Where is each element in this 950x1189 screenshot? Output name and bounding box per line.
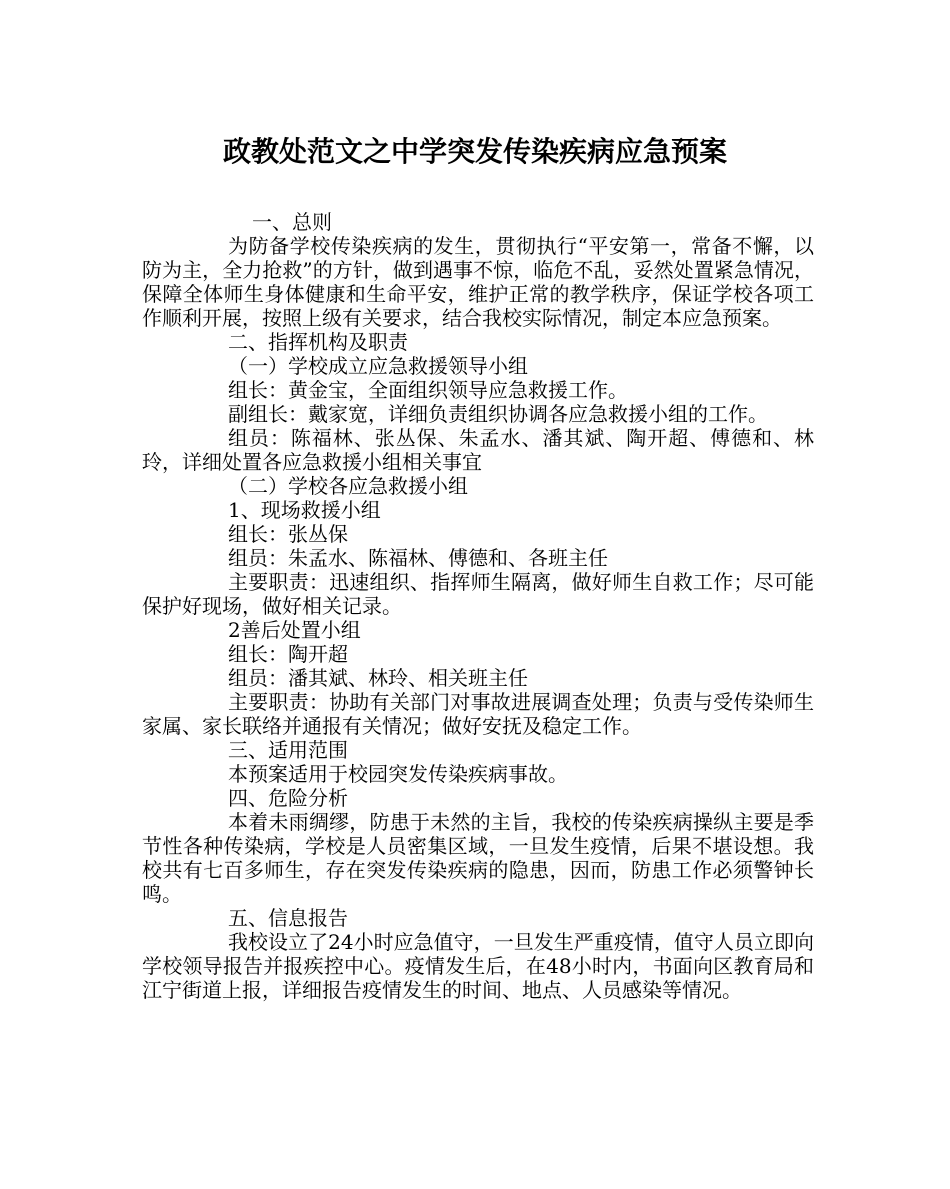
paragraph: 五、信息报告: [228, 906, 348, 930]
document-body: [142, 210, 814, 1002]
document-title: 政教处范文之中学突发传染疾病应急预案: [222, 135, 727, 168]
paragraph: 我校设立了24小时应急值守，一旦发生严重疫情，值守人员立即向学校领导报告并报疾控中心。疫情发生后，在48小时内，书面向区教育局和江宁街道上报，详细报告疫情发生的时间、地点、人员感染等情况。: [142, 930, 814, 1002]
paragraph: 1、现场救援小组: [228, 498, 381, 522]
section-heading: 一、总则: [252, 210, 332, 234]
paragraph: 组员：潘其斌、林玲、相关班主任: [228, 666, 528, 690]
paragraph: 组长：张丛保: [228, 522, 348, 546]
paragraph: 组长：陶开超: [228, 642, 348, 666]
paragraph: 二、指挥机构及职责: [228, 330, 408, 354]
paragraph: 本着未雨绸缪，防患于未然的主旨，我校的传染疾病操纵主要是季节性各种传染病，学校是人员密集区域，一旦发生疫情，后果不堪设想。我校共有七百多师生，存在突发传染疾病的隐患，因而，防患工作必须警钟长鸣。: [142, 810, 814, 906]
paragraph: 三、适用范围: [228, 738, 348, 762]
paragraph: 主要职责：迅速组织、指挥师生隔离，做好师生自救工作；尽可能保护好现场，做好相关记录。: [142, 570, 814, 618]
paragraph: 本预案适用于校园突发传染疾病事故。: [228, 762, 568, 786]
paragraph: （二）学校各应急救援小组: [228, 474, 468, 498]
paragraph: 2善后处置小组: [228, 618, 361, 642]
paragraph: 副组长：戴家宽，详细负责组织协调各应急救援小组的工作。: [228, 402, 768, 426]
paragraph: 组员：朱孟水、陈福林、傅德和、各班主任: [228, 546, 608, 570]
paragraph: 组长：黄金宝，全面组织领导应急救援工作。: [228, 378, 628, 402]
paragraph: 主要职责：协助有关部门对事故进展调查处理；负责与受传染师生家属、家长联络并通报有关情况；做好安抚及稳定工作。: [142, 690, 814, 738]
paragraph: （一）学校成立应急救援领导小组: [228, 354, 528, 378]
paragraph: 为防备学校传染疾病的发生，贯彻执行“平安第一，常备不懈，以防为主，全力抢救”的方针，做到遇事不惊，临危不乱，妥然处置紧急情况，保障全体师生身体健康和生命平安，维护正常的教学秩序，保证学校各项工作顺利开展，按照上级有关要求，结合我校实际情况，制定本应急预案。: [142, 234, 814, 330]
paragraph: 四、危险分析: [228, 786, 348, 810]
paragraph: 组员：陈福林、张丛保、朱孟水、潘其斌、陶开超、傅德和、林玲，详细处置各应急救援小组相关事宜: [142, 426, 814, 474]
